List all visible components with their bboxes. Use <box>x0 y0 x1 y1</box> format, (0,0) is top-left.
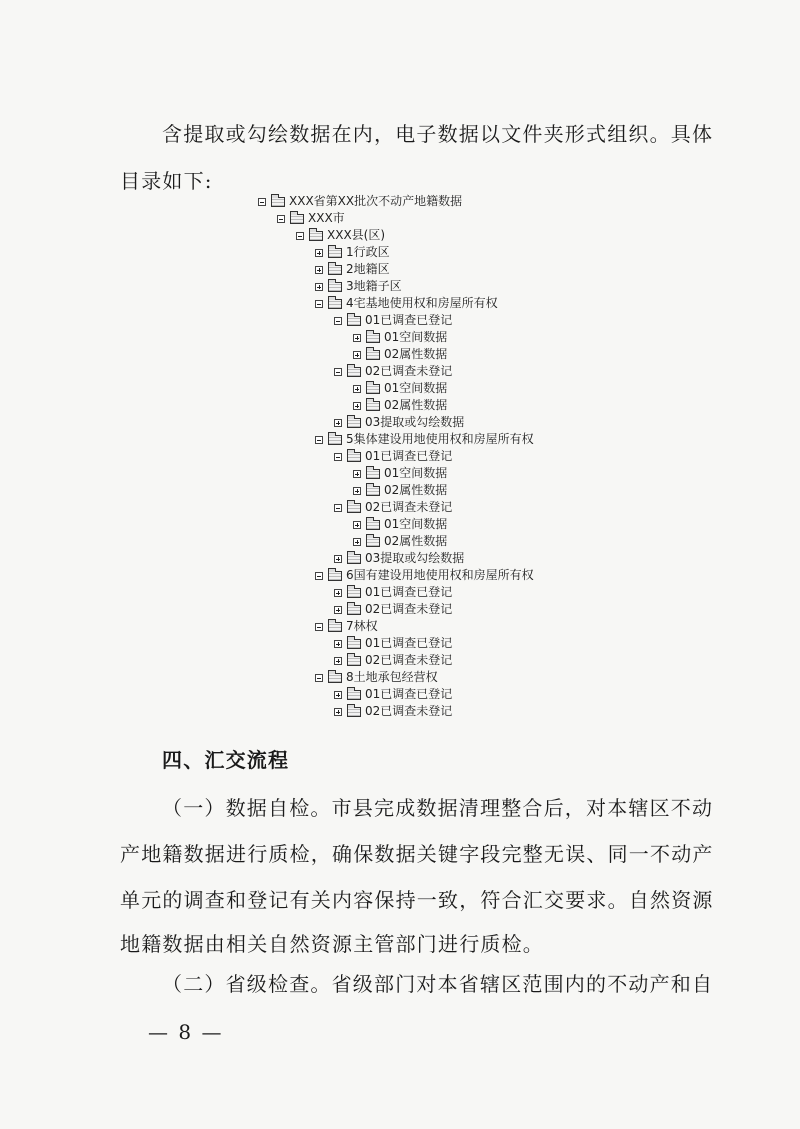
tree-node-label: 02属性数据 <box>384 483 448 497</box>
expand-icon[interactable] <box>315 249 323 257</box>
folder-icon <box>347 367 361 377</box>
tree-node[interactable] <box>258 567 534 584</box>
tree-node-label: 01已调查已登记 <box>365 449 453 463</box>
collapse-icon[interactable] <box>277 215 285 223</box>
tree-node-label: XXX县(区) <box>327 228 386 242</box>
folder-icon <box>366 401 380 411</box>
folder-icon <box>347 554 361 564</box>
tree-node-label: 01已调查已登记 <box>365 636 453 650</box>
tree-node-label: 01空间数据 <box>384 517 448 531</box>
expand-icon[interactable] <box>315 266 323 274</box>
folder-icon <box>366 537 380 547</box>
tree-node[interactable] <box>258 669 534 686</box>
tree-node[interactable] <box>258 635 534 652</box>
tree-node[interactable] <box>258 601 534 618</box>
tree-node-label: 01空间数据 <box>384 466 448 480</box>
tree-node[interactable] <box>258 516 534 533</box>
folder-icon <box>347 707 361 717</box>
tree-node-label: 1行政区 <box>346 245 390 259</box>
tree-node-label: 7林权 <box>346 619 378 633</box>
intro-line-2: 目录如下: <box>120 169 213 193</box>
expand-icon[interactable] <box>315 283 323 291</box>
paragraph-2-line-1: （二）省级检查。省级部门对本省辖区范围内的不动产和自 <box>162 972 714 996</box>
folder-icon <box>328 265 342 275</box>
tree-node[interactable] <box>258 448 534 465</box>
tree-node-label: 2地籍区 <box>346 262 390 276</box>
folder-icon <box>347 503 361 513</box>
collapse-icon[interactable] <box>334 368 342 376</box>
folder-icon <box>347 452 361 462</box>
paragraph-1-line-4: 地籍数据由相关自然资源主管部门进行质检。 <box>120 932 544 956</box>
collapse-icon[interactable] <box>315 674 323 682</box>
tree-node-label: 4宅基地使用权和房屋所有权 <box>346 296 498 310</box>
folder-icon <box>347 639 361 649</box>
tree-node-label: 02已调查未登记 <box>365 602 453 616</box>
paragraph-1-line-2: 产地籍数据进行质检，确保数据关键字段完整无误、同一不动产 <box>120 842 714 866</box>
expand-icon[interactable] <box>334 691 342 699</box>
expand-icon[interactable] <box>334 657 342 665</box>
tree-node[interactable] <box>258 380 534 397</box>
tree-node[interactable] <box>258 550 534 567</box>
directory-tree <box>258 193 534 720</box>
folder-icon <box>328 248 342 258</box>
folder-icon <box>366 350 380 360</box>
folder-icon <box>309 231 323 241</box>
tree-node[interactable] <box>258 499 534 516</box>
tree-node-label: 03提取或勾绘数据 <box>365 551 465 565</box>
tree-node[interactable] <box>258 363 534 380</box>
expand-icon[interactable] <box>334 419 342 427</box>
tree-node[interactable] <box>258 533 534 550</box>
tree-node[interactable] <box>258 346 534 363</box>
expand-icon[interactable] <box>353 470 361 478</box>
tree-node[interactable] <box>258 261 534 278</box>
folder-icon <box>290 214 304 224</box>
folder-icon <box>347 316 361 326</box>
tree-node[interactable] <box>258 465 534 482</box>
folder-icon <box>328 435 342 445</box>
tree-node-label: 02属性数据 <box>384 347 448 361</box>
tree-node-label: 03提取或勾绘数据 <box>365 415 465 429</box>
tree-node[interactable] <box>258 397 534 414</box>
tree-node[interactable] <box>258 431 534 448</box>
collapse-icon[interactable] <box>315 572 323 580</box>
tree-node-label: XXX市 <box>308 211 345 225</box>
tree-node-label: 01空间数据 <box>384 330 448 344</box>
collapse-icon[interactable] <box>334 504 342 512</box>
tree-node[interactable] <box>258 618 534 635</box>
folder-icon <box>366 520 380 530</box>
collapse-icon[interactable] <box>315 300 323 308</box>
collapse-icon[interactable] <box>334 317 342 325</box>
folder-icon <box>328 673 342 683</box>
folder-icon <box>366 486 380 496</box>
paragraph-1-line-3: 单元的调查和登记有关内容保持一致，符合汇交要求。自然资源 <box>120 888 714 912</box>
tree-node[interactable] <box>258 210 534 227</box>
collapse-icon[interactable] <box>334 453 342 461</box>
expand-icon[interactable] <box>334 589 342 597</box>
tree-node-label: 01已调查已登记 <box>365 585 453 599</box>
tree-node-label: 02已调查未登记 <box>365 653 453 667</box>
tree-node[interactable] <box>258 703 534 720</box>
tree-node[interactable] <box>258 414 534 431</box>
tree-node-label: 5集体建设用地使用权和房屋所有权 <box>346 432 534 446</box>
folder-icon <box>328 299 342 309</box>
collapse-icon[interactable] <box>315 623 323 631</box>
tree-node-label: 8土地承包经营权 <box>346 670 438 684</box>
expand-icon[interactable] <box>353 334 361 342</box>
expand-icon[interactable] <box>334 640 342 648</box>
folder-icon <box>366 384 380 394</box>
folder-icon <box>347 605 361 615</box>
expand-icon[interactable] <box>334 708 342 716</box>
tree-node-label: 02已调查未登记 <box>365 704 453 718</box>
tree-node-label: 02属性数据 <box>384 398 448 412</box>
tree-node[interactable] <box>258 295 534 312</box>
tree-node[interactable] <box>258 482 534 499</box>
tree-node-label: 02属性数据 <box>384 534 448 548</box>
folder-icon <box>347 656 361 666</box>
tree-node[interactable] <box>258 278 534 295</box>
tree-node[interactable] <box>258 244 534 261</box>
folder-icon <box>328 571 342 581</box>
folder-icon <box>328 622 342 632</box>
expand-icon[interactable] <box>353 487 361 495</box>
tree-node[interactable] <box>258 193 534 210</box>
tree-node[interactable] <box>258 227 534 244</box>
paragraph-1-line-1: （一）数据自检。市县完成数据清理整合后，对本辖区不动 <box>162 796 714 820</box>
expand-icon[interactable] <box>353 521 361 529</box>
folder-icon <box>347 418 361 428</box>
tree-node-label: XXX省第XX批次不动产地籍数据 <box>289 194 463 208</box>
collapse-icon[interactable] <box>315 436 323 444</box>
expand-icon[interactable] <box>334 606 342 614</box>
expand-icon[interactable] <box>353 385 361 393</box>
tree-node-label: 01已调查已登记 <box>365 687 453 701</box>
expand-icon[interactable] <box>353 402 361 410</box>
tree-node[interactable] <box>258 686 534 703</box>
folder-icon <box>366 469 380 479</box>
expand-icon[interactable] <box>334 555 342 563</box>
section-heading: 四、汇交流程 <box>162 748 290 772</box>
expand-icon[interactable] <box>353 351 361 359</box>
expand-icon[interactable] <box>353 538 361 546</box>
page-number: — 8 — <box>148 1020 224 1044</box>
collapse-icon[interactable] <box>258 198 266 206</box>
folder-icon <box>271 197 285 207</box>
tree-node[interactable] <box>258 312 534 329</box>
intro-line-1: 含提取或勾绘数据在内，电子数据以文件夹形式组织。具体 <box>162 122 714 146</box>
tree-node-label: 02已调查未登记 <box>365 500 453 514</box>
tree-node[interactable] <box>258 584 534 601</box>
folder-icon <box>347 588 361 598</box>
folder-icon <box>328 282 342 292</box>
collapse-icon[interactable] <box>296 232 304 240</box>
tree-node-label: 02已调查未登记 <box>365 364 453 378</box>
folder-icon <box>347 690 361 700</box>
tree-node-label: 01空间数据 <box>384 381 448 395</box>
tree-node-label: 6国有建设用地使用权和房屋所有权 <box>346 568 534 582</box>
folder-icon <box>366 333 380 343</box>
tree-node-label: 01已调查已登记 <box>365 313 453 327</box>
tree-node[interactable] <box>258 652 534 669</box>
tree-node[interactable] <box>258 329 534 346</box>
tree-node-label: 3地籍子区 <box>346 279 402 293</box>
